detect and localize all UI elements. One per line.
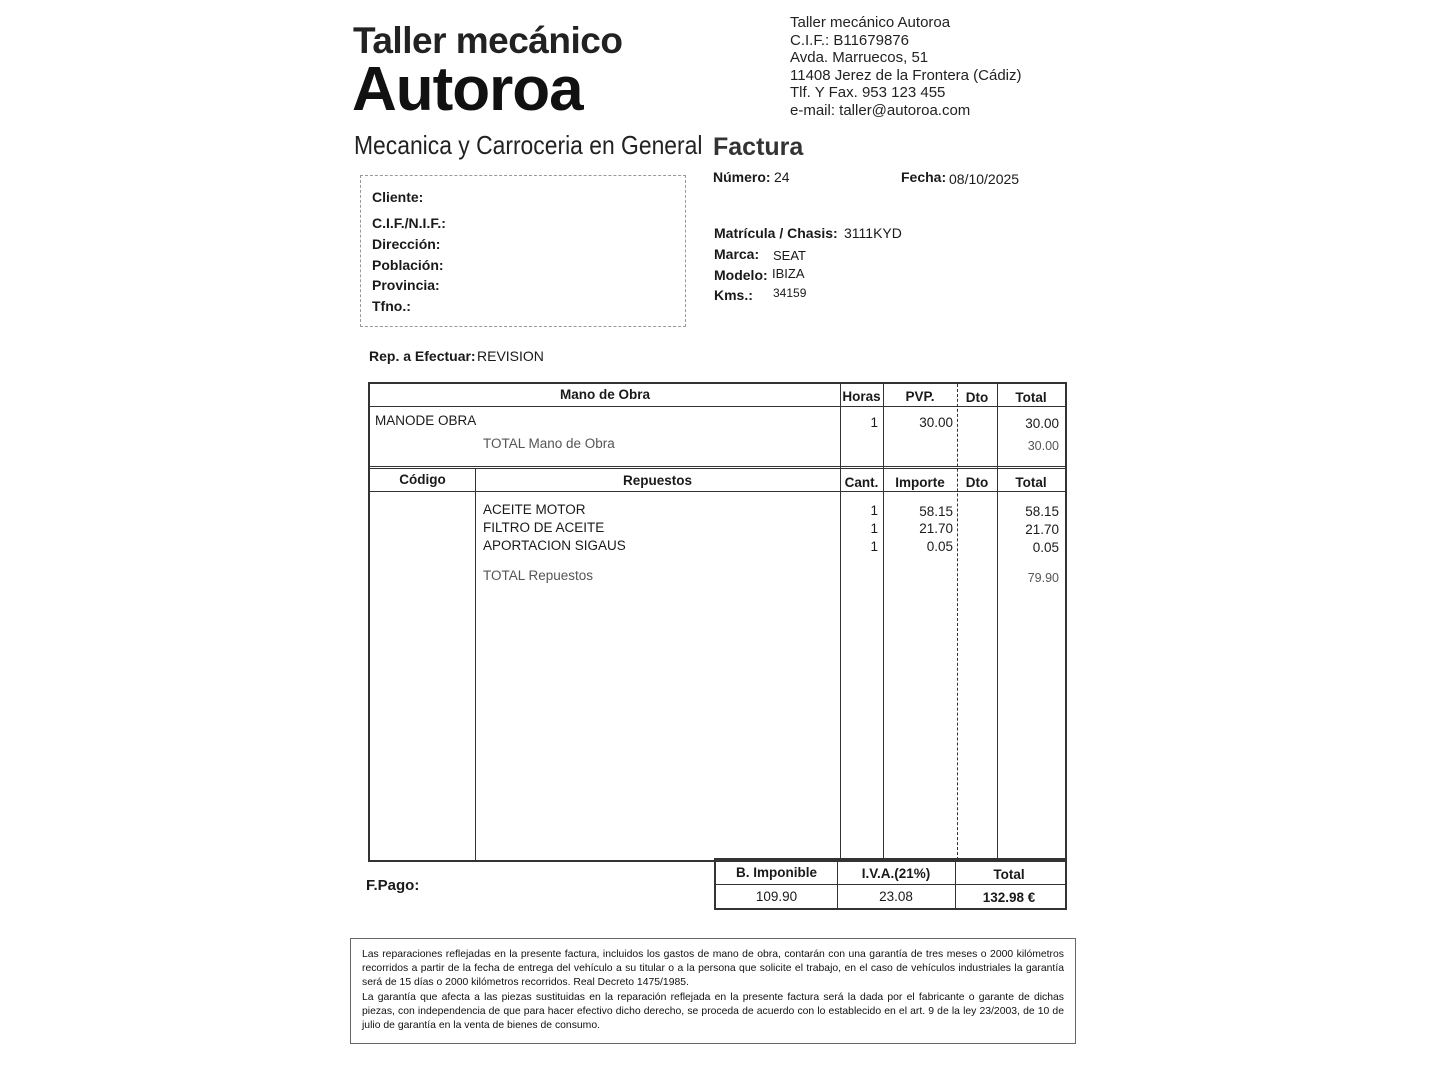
iva-label: I.V.A.(21%) (861, 866, 931, 881)
labor-total-label: TOTAL Mano de Obra (483, 436, 615, 451)
fecha-label: Fecha: (901, 169, 947, 185)
invoice-title: Factura (713, 133, 804, 161)
col-divider (840, 384, 841, 860)
logo-line-1: Taller mecánico (353, 20, 623, 61)
company-city: 11408 Jerez de la Frontera (Cádiz) (790, 66, 1022, 84)
company-info (790, 14, 1022, 120)
labor-row-desc: MANODE OBRA (375, 413, 477, 428)
col-divider (957, 384, 958, 860)
parts-row-importe: 58.15 (919, 504, 953, 519)
payment-label: F.Pago: (366, 877, 420, 894)
matricula-label: Matrícula / Chasis: (714, 225, 838, 241)
company-email: e-mail: taller@autoroa.com (790, 101, 971, 119)
company-cif: C.I.F.: B11679876 (790, 31, 909, 49)
company-name: Taller mecánico Autoroa (790, 14, 951, 31)
parts-header-codigo: Código (399, 472, 446, 487)
parts-row-cant: 1 (870, 503, 878, 518)
col-divider (997, 384, 998, 860)
company-tagline: Mecanica y Carroceria en General (354, 130, 703, 160)
company-address: Avda. Marruecos, 51 (790, 49, 929, 67)
parts-row-desc: FILTRO DE ACEITE (483, 520, 605, 535)
labor-row-total: 30.00 (1025, 416, 1059, 431)
modelo-label: Modelo: (714, 267, 768, 283)
parts-header-total: Total (1015, 475, 1047, 490)
row-divider (716, 884, 1065, 885)
labor-row-horas: 1 (870, 415, 878, 430)
parts-total-label: TOTAL Repuestos (483, 568, 594, 583)
parts-row-cant: 1 (870, 539, 878, 554)
parts-header-dto: Dto (965, 475, 989, 490)
labor-header-horas: Horas (842, 389, 881, 404)
parts-header-desc: Repuestos (622, 473, 693, 488)
provincia-label: Provincia: (372, 277, 440, 293)
parts-header-importe: Importe (895, 475, 945, 490)
col-divider (475, 468, 476, 860)
iva-value: 23.08 (879, 889, 913, 904)
parts-row-cant: 1 (870, 521, 878, 536)
poblacion-label: Población: (372, 257, 444, 273)
base-label: B. Imponible (736, 865, 817, 880)
warranty-notice (350, 938, 1076, 1044)
direccion-label: Dirección: (372, 236, 441, 252)
total-value: 132.98 € (982, 890, 1036, 905)
parts-row-desc: APORTACION SIGAUS (483, 538, 626, 553)
modelo-value: IBIZA (772, 266, 805, 281)
labor-total-value: 30.00 (1027, 439, 1059, 453)
row-divider (370, 406, 1065, 407)
parts-row-importe: 21.70 (919, 521, 953, 536)
labor-header-dto: Dto (965, 390, 989, 405)
labor-row-pvp: 30.00 (919, 415, 953, 430)
row-divider (370, 466, 1065, 467)
warranty-paragraph-1: Las reparaciones reflejadas en la presente factura, incluidos los gastos de mano de obra, contarán con una garantía de tres meses o 2000 kilómetros recorridos a partir de la fecha de entrega del vehículo a su titular o a la persona que solicite el trabajo, en el caso de vehículos industriales la garantía será de 15 días o 2000 kilómetros recorridos. Real Decreto 1475/1985. (362, 949, 1064, 989)
parts-header-cant: Cant. (844, 475, 879, 490)
col-divider (883, 384, 884, 860)
tfno-label: Tfno.: (372, 298, 411, 314)
total-label: Total (993, 867, 1025, 882)
cliente-label: Cliente: (372, 189, 424, 205)
labor-header-desc: Mano de Obra (559, 387, 650, 402)
row-divider (370, 491, 1065, 492)
parts-row-total: 21.70 (1025, 522, 1059, 537)
invoice-lines-table (368, 382, 1067, 862)
parts-row-total: 58.15 (1025, 504, 1059, 519)
warranty-paragraph-2: La garantía que afecta a las piezas sustituidas en la reparación reflejada en la presente factura será la dada por el fabricante o garante de dichas piezas, con independencia de que para hacer efectivo dicho derecho, se proceda de acuerdo con lo establecido en el art. 9 de la ley 23/2003, de 10 de julio de garantía en la venta de bienes de consumo. (362, 991, 1064, 1032)
fecha-value: 08/10/2025 (949, 171, 1020, 187)
matricula-value: 3111KYD (844, 225, 902, 241)
company-phone: Tlf. Y Fax. 953 123 455 (790, 84, 946, 102)
marca-label: Marca: (714, 246, 760, 262)
kms-value: 34159 (773, 286, 807, 300)
parts-row-importe: 0.05 (926, 539, 953, 554)
cif-nif-label: C.I.F./N.I.F.: (372, 215, 446, 231)
labor-header-total: Total (1015, 390, 1047, 405)
marca-value: SEAT (773, 248, 806, 263)
numero-value: 24 (774, 169, 790, 185)
client-box (360, 175, 686, 327)
parts-total-value: 79.90 (1027, 571, 1059, 585)
base-value: 109.90 (755, 889, 798, 904)
labor-header-pvp: PVP. (905, 389, 935, 404)
parts-row-total: 0.05 (1032, 540, 1059, 555)
logo-line-2: Autoroa (352, 55, 583, 124)
repair-value: REVISION (477, 348, 544, 364)
repair-label: Rep. a Efectuar: (369, 348, 476, 364)
totals-box (714, 858, 1067, 910)
numero-label: Número: (713, 169, 771, 185)
kms-label: Kms.: (714, 287, 753, 303)
row-divider (370, 468, 1065, 469)
parts-row-desc: ACEITE MOTOR (483, 502, 586, 517)
